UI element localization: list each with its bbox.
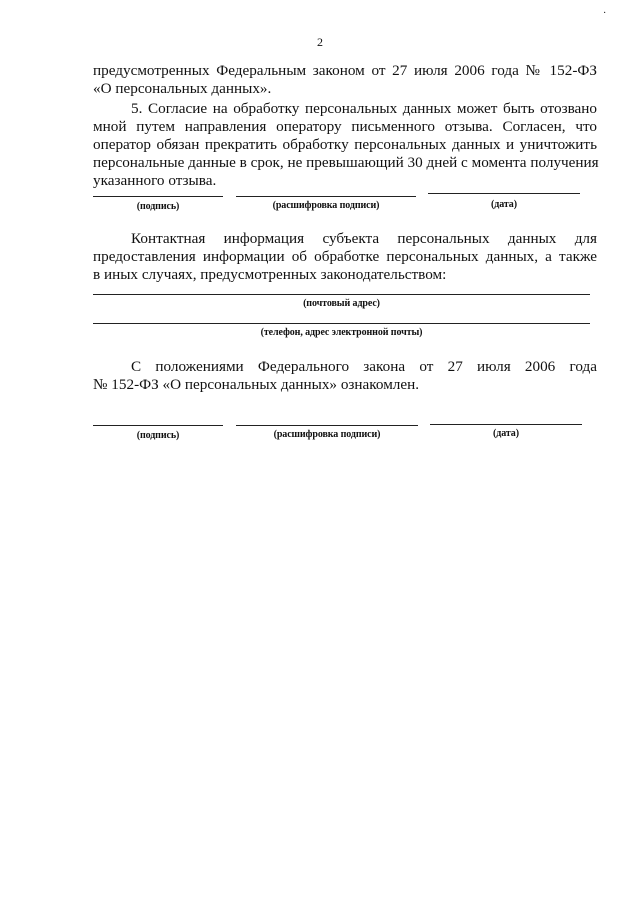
decoding-caption-1: (расшифровка подписи): [272, 200, 380, 211]
paragraph-1-line-2: «О персональных данных».: [93, 80, 272, 97]
paragraph-3-line-1: Контактная информация субъекта персональных данных для: [131, 230, 597, 247]
decoding-line-1: [236, 196, 416, 197]
date-line-1: [428, 193, 580, 194]
decoding-caption-2: (расшифровка подписи): [273, 429, 381, 440]
postal-address-line: [93, 294, 590, 295]
corner-mark: ·: [603, 8, 607, 19]
postal-address-caption: (почтовый адрес): [303, 298, 380, 309]
phone-email-caption: (телефон, адрес электронной почты): [260, 327, 423, 338]
signature-caption-2: (подпись): [136, 430, 180, 441]
paragraph-4-line-2: № 152-ФЗ «О персональных данных» ознакомлен.: [93, 376, 420, 393]
paragraph-4-line-1: С положениями Федерального закона от 27 июля 2006 года: [131, 358, 597, 375]
paragraph-2-line-4: персональные данные в срок, не превышающий 30 дней с момента получения: [93, 154, 599, 171]
paragraph-2-line-1: 5. Согласие на обработку персональных данных может быть отозвано: [131, 100, 597, 117]
signature-caption-1: (подпись): [136, 201, 180, 212]
signature-line-2: [93, 425, 223, 426]
paragraph-3-line-2: предоставления информации об обработке персональных данных, а также: [93, 248, 597, 265]
date-line-2: [430, 424, 582, 425]
signature-line-1: [93, 196, 223, 197]
decoding-line-2: [236, 425, 418, 426]
date-caption-1: (дата): [491, 199, 517, 210]
paragraph-2-line-5: указанного отзыва.: [93, 172, 217, 189]
paragraph-1-line-1: предусмотренных Федеральным законом от 27 июля 2006 года № 152-ФЗ: [93, 62, 597, 79]
paragraph-2-line-2: мной путем направления оператору письменного отзыва. Согласен, что: [93, 118, 597, 135]
date-caption-2: (дата): [493, 428, 519, 439]
paragraph-3-line-3: в иных случаях, предусмотренных законодательством:: [93, 266, 447, 283]
page-number: 2: [317, 35, 323, 49]
paragraph-2-line-3: оператор обязан прекратить обработку персональных данных и уничтожить: [93, 136, 597, 153]
phone-email-line: [93, 323, 590, 324]
